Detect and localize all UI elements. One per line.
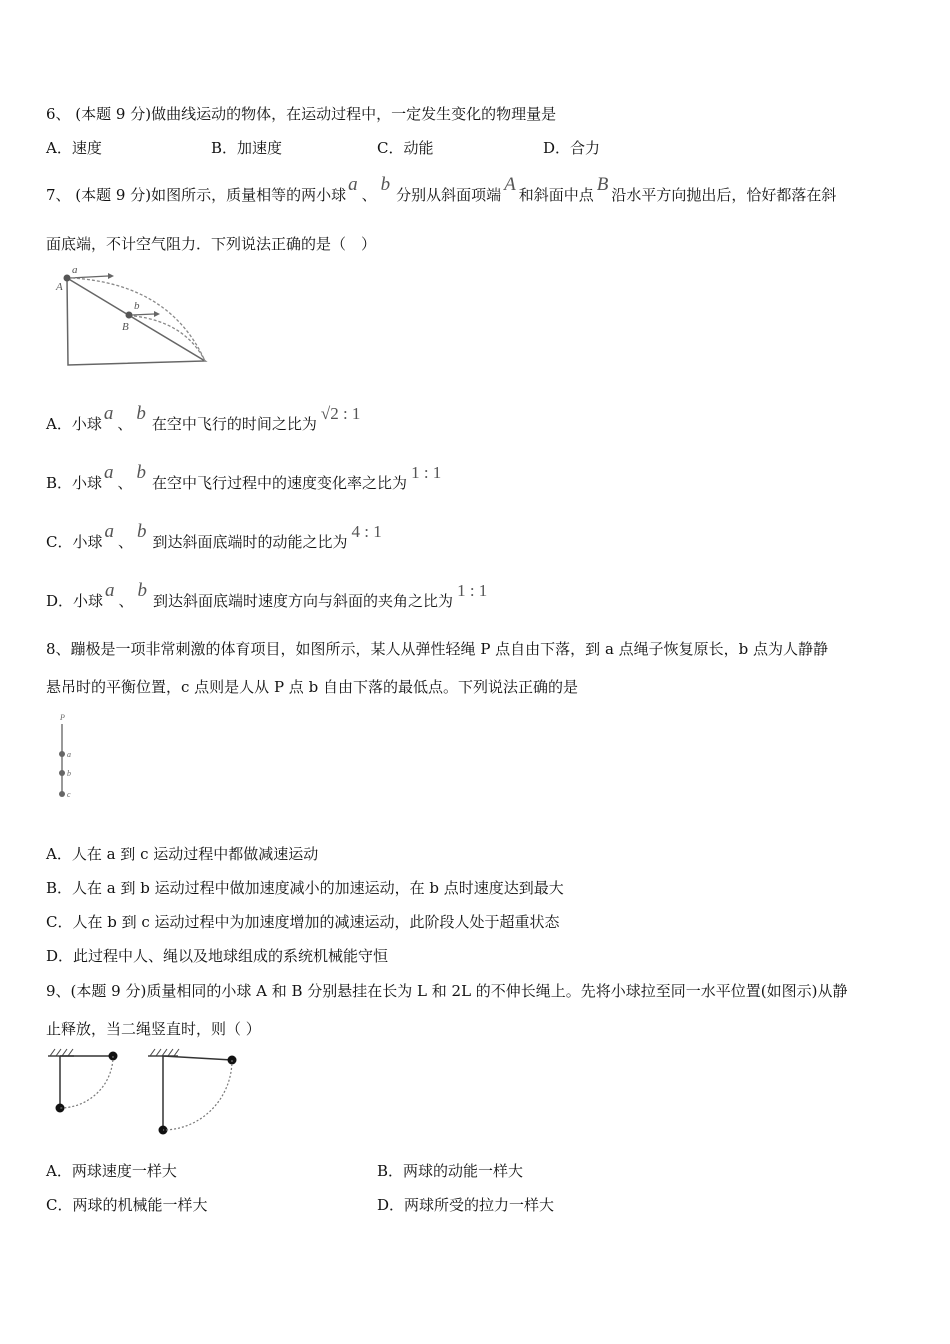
velocity-arrow-a bbox=[70, 276, 108, 278]
point-b bbox=[59, 770, 65, 776]
q7-var-b: b bbox=[380, 174, 391, 195]
option-text: 到达斜面底端时速度方向与斜面的夹角之比为 bbox=[153, 592, 454, 610]
q7-stem-part4: 沿水平方向抛出后，恰好都落在斜 bbox=[611, 186, 837, 204]
q7-var-a: a bbox=[348, 174, 358, 195]
q8-option-b[interactable]: B．人在 a 到 b 运动过程中做加速度减小的加速运动，在 b 点时速度达到最大 bbox=[46, 879, 564, 897]
option-var1: a bbox=[103, 403, 114, 424]
option-sep: 、 bbox=[118, 592, 134, 610]
q7-stem-line2: 面底端，不计空气阻力．下列说法正确的是（ ） bbox=[46, 235, 377, 253]
q7-stem-part2: 分别从斜面项端 bbox=[396, 186, 502, 204]
q9-option-b[interactable]: B．两球的动能一样大 bbox=[377, 1162, 524, 1180]
q6-option-a[interactable]: A．速度 bbox=[46, 139, 102, 157]
option-var2: b bbox=[136, 462, 147, 483]
ball-a bbox=[64, 275, 71, 282]
option-var1: a bbox=[105, 580, 115, 601]
option-prefix: D．小球 bbox=[46, 592, 104, 610]
q7-option-c[interactable] bbox=[46, 521, 382, 553]
label-c: c bbox=[67, 790, 71, 799]
option-ratio: 1 : 1 bbox=[457, 581, 488, 600]
label-a: a bbox=[72, 264, 78, 276]
option-var2: b bbox=[136, 403, 146, 424]
q9-stem-line1: 9、(本题 9 分)质量相同的小球 A 和 B 分别悬挂在长为 L 和 2L 的不伸长绳上。先将小球拉至同一水平位置(如图示)从静 bbox=[46, 982, 848, 1000]
point-a bbox=[59, 751, 65, 757]
option-var1: a bbox=[104, 462, 114, 483]
q8-figure-bungee bbox=[52, 712, 92, 802]
q6-stem: 6、 (本题 9 分)做曲线运动的物体，在运动过程中，一定发生变化的物理量是 bbox=[46, 105, 557, 123]
label-b: b bbox=[134, 300, 140, 312]
option-sep: 、 bbox=[117, 474, 133, 492]
option-prefix: B．小球 bbox=[46, 474, 103, 492]
option-sep: 、 bbox=[117, 533, 133, 551]
option-prefix: A．小球 bbox=[46, 415, 102, 433]
option-var2: b bbox=[137, 521, 147, 542]
q7-option-b[interactable] bbox=[46, 462, 442, 494]
ball-b bbox=[126, 312, 133, 319]
option-text: 在空中飞行过程中的速度变化率之比为 bbox=[152, 474, 408, 492]
q6-option-b[interactable]: B．加速度 bbox=[211, 139, 283, 157]
q9-option-c[interactable]: C．两球的机械能一样大 bbox=[46, 1196, 208, 1214]
q8-stem-line1: 8、蹦极是一项非常刺激的体育项目，如图所示，某人从弹性轻绳 P 点自由下落，到 a 点绳子恢复原长，b 点为人静静 bbox=[46, 640, 829, 658]
q8-option-a[interactable]: A．人在 a 到 c 运动过程中都做减速运动 bbox=[46, 845, 319, 863]
option-text: 在空中飞行的时间之比为 bbox=[151, 415, 317, 433]
q9-stem-line2: 止释放，当二绳竖直时，则（ ） bbox=[46, 1020, 261, 1038]
point-c bbox=[59, 791, 65, 797]
q8-stem-line2: 悬吊时的平衡位置，c 点则是人从 P 点 b 自由下落的最低点。下列说法正确的是 bbox=[46, 678, 578, 696]
q7-option-d[interactable] bbox=[46, 580, 488, 612]
q9-option-a[interactable]: A．两球速度一样大 bbox=[46, 1162, 177, 1180]
q6-option-c[interactable]: C．动能 bbox=[377, 139, 434, 157]
q7-var-A: A bbox=[504, 174, 516, 195]
q7-stem-part3: 和斜面中点 bbox=[518, 186, 594, 204]
q9-option-d[interactable]: D．两球所受的拉力一样大 bbox=[377, 1196, 555, 1214]
option-ratio: 1 : 1 bbox=[411, 463, 442, 482]
q6-option-d[interactable]: D．合力 bbox=[543, 139, 601, 157]
label-P: P bbox=[60, 713, 65, 722]
q7-var-B: B bbox=[596, 174, 609, 195]
label-B: B bbox=[122, 321, 129, 333]
option-var2: b bbox=[137, 580, 148, 601]
option-sep: 、 bbox=[117, 415, 133, 433]
arc-a bbox=[60, 1056, 113, 1108]
option-prefix: C．小球 bbox=[46, 533, 103, 551]
ball-a-bottom bbox=[56, 1104, 65, 1113]
q7-sep: 、 bbox=[361, 186, 377, 204]
q9-figure-pendulums bbox=[44, 1044, 254, 1139]
q7-stem-part1: 7、 (本题 9 分)如图所示，质量相等的两小球 bbox=[46, 186, 347, 204]
q8-option-c[interactable]: C．人在 b 到 c 运动过程中为加速度增加的减速运动，此阶段人处于超重状态 bbox=[46, 913, 560, 931]
option-text: 到达斜面底端时的动能之比为 bbox=[152, 533, 348, 551]
label-A: A bbox=[56, 281, 63, 293]
incline-triangle bbox=[67, 278, 205, 365]
q8-option-d[interactable]: D．此过程中人、绳以及地球组成的系统机械能守恒 bbox=[46, 947, 389, 965]
option-ratio: 4 : 1 bbox=[351, 522, 382, 541]
arc-b bbox=[163, 1060, 232, 1130]
rope-b-horizontal bbox=[163, 1056, 232, 1060]
label-b: b bbox=[67, 769, 71, 778]
q7-stem bbox=[46, 174, 837, 206]
option-ratio: √2 : 1 bbox=[320, 404, 361, 423]
q7-option-a[interactable] bbox=[46, 403, 361, 435]
label-a: a bbox=[67, 750, 71, 759]
velocity-arrow-b bbox=[132, 314, 154, 315]
q7-figure-incline bbox=[50, 262, 220, 372]
option-var1: a bbox=[104, 521, 114, 542]
